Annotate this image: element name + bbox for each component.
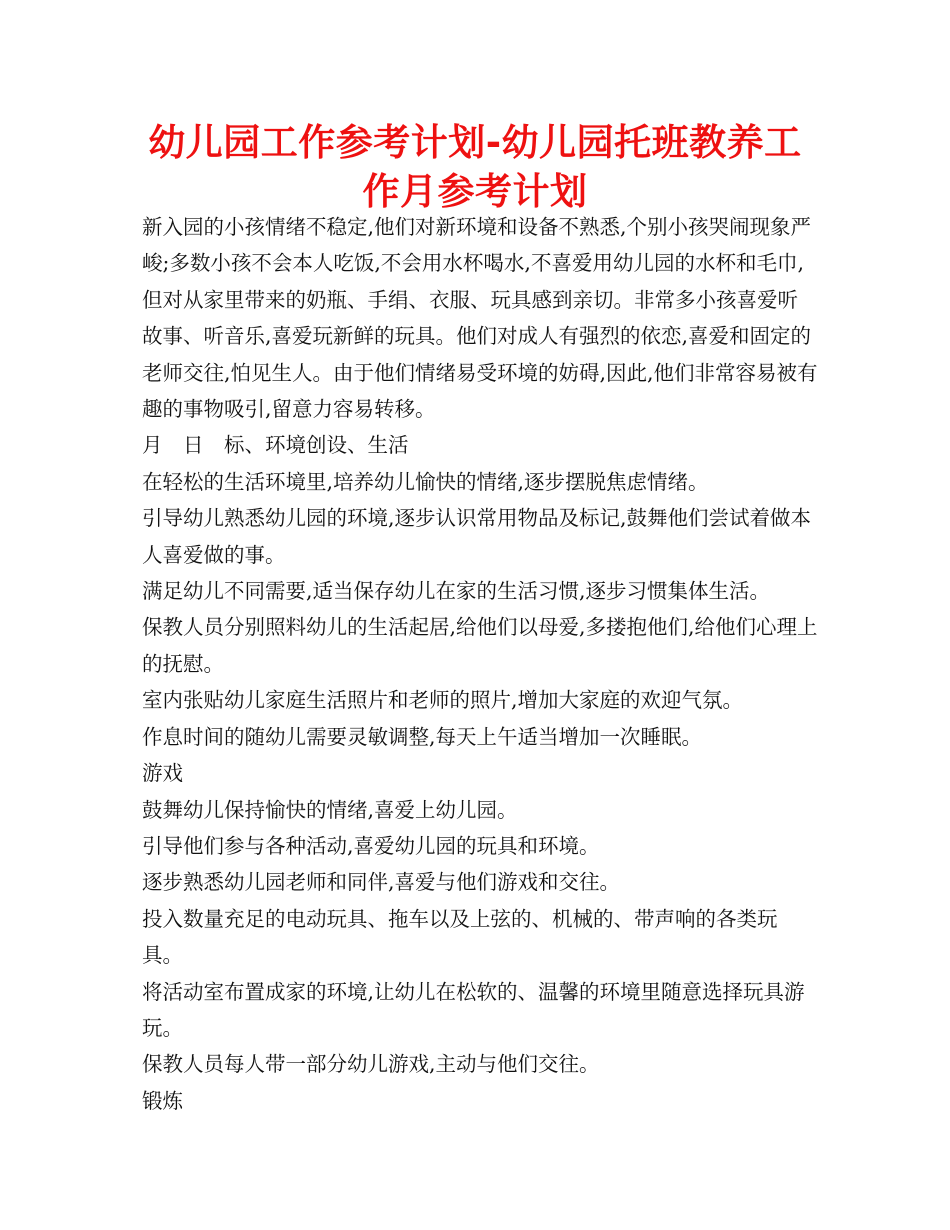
document-title: 幼儿园工作参考计划-幼儿园托班教养工作月参考计划 xyxy=(148,121,802,213)
section-heading-games: 游戏 xyxy=(142,761,183,786)
section-heading-monthly-goals: 月 日 标、环境创设、生活 xyxy=(142,433,409,458)
paragraph-item: 保教人员每人带一部分幼儿游戏,主动与他们交往。 xyxy=(142,1052,600,1077)
paragraph-item: 鼓舞幼儿保持愉快的情绪,喜爱上幼儿园。 xyxy=(142,797,518,822)
paragraph-item: 保教人员分别照料幼儿的生活起居,给他们以母爱,多搂抱他们,给他们心理上的抚慰。 xyxy=(142,615,818,676)
paragraph-item: 室内张贴幼儿家庭生活照片和老师的照片,增加大家庭的欢迎气氛。 xyxy=(142,688,744,713)
paragraph-item: 将活动室布置成家的环境,让幼儿在松软的、温馨的环境里随意选择玩具游玩。 xyxy=(142,979,805,1040)
paragraph-item: 引导幼儿熟悉幼儿园的环境,逐步认识常用物品及标记,鼓舞他们尝试着做本人喜爱做的事。 xyxy=(142,506,812,567)
paragraph-item: 投入数量充足的电动玩具、拖车以及上弦的、机械的、带声响的各类玩具。 xyxy=(142,906,778,968)
paragraph-item: 在轻松的生活环境里,培养幼儿愉快的情绪,逐步摆脱焦虑情绪。 xyxy=(142,469,709,494)
paragraph-item: 引导他们参与各种活动,喜爱幼儿园的玩具和环境。 xyxy=(142,833,600,858)
paragraph-item: 逐步熟悉幼儿园老师和同伴,喜爱与他们游戏和交往。 xyxy=(142,870,621,895)
section-heading-exercise: 锻炼 xyxy=(142,1088,183,1113)
paragraph-intro: 新入园的小孩情绪不稳定,他们对新环境和设备不熟悉,个别小孩哭闹现象严峻;多数小孩不会本人吃饭,不会用水杯喝水,不喜爱用幼儿园的水杯和毛巾,但对从家里带来的奶瓶、手绢、衣服、玩具感到亲切。非常多小孩喜爱听故事、听音乐,喜爱玩新鲜的玩具。他们对成人有强烈的依恋,喜爱和固定的老师交往,怕见生人。由于他们情绪易受环境的妨碍,因此,他们非常容易被有趣的事物吸引,留意力容易转移。 xyxy=(142,215,818,422)
document-body xyxy=(142,209,818,1119)
paragraph-item: 作息时间的随幼儿需要灵敏调整,每天上午适当增加一次睡眠。 xyxy=(142,724,703,749)
paragraph-item: 满足幼儿不同需要,适当保存幼儿在家的生活习惯,逐步习惯集体生活。 xyxy=(142,579,771,604)
